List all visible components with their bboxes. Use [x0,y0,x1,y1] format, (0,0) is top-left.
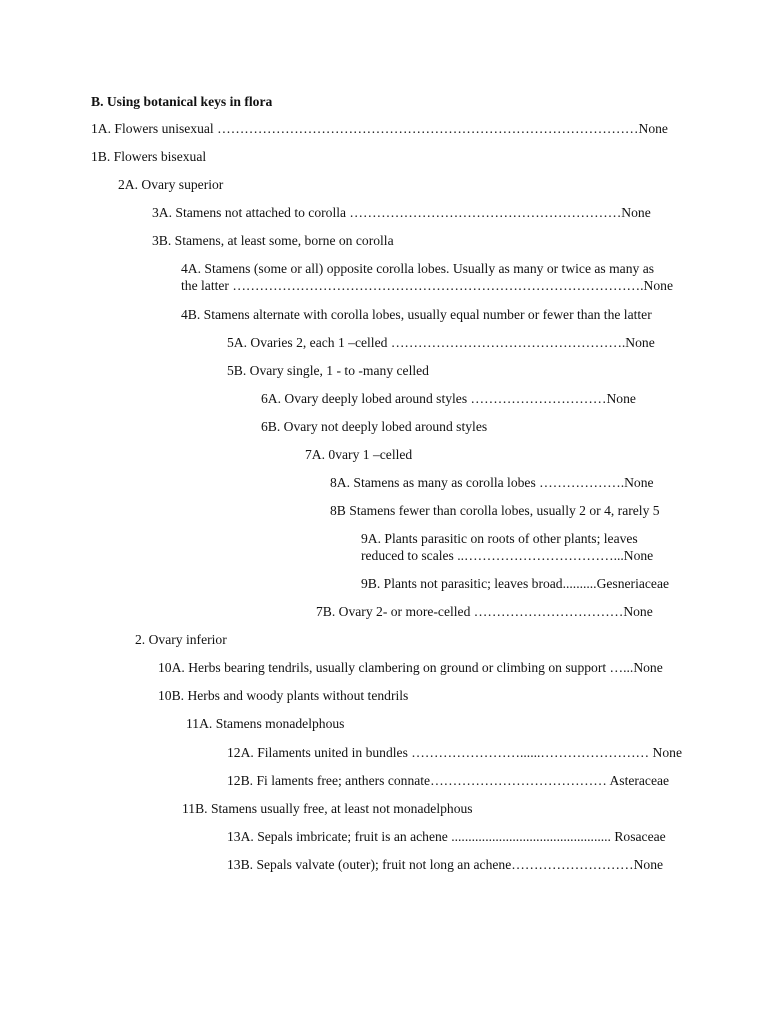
key-entry-6a: 6A. Ovary deeply lobed around styles …………………………None [261,391,636,406]
key-entry-5a: 5A. Ovaries 2, each 1 –celled …………………………………………….None [227,335,655,350]
key-entry-12a: 12A. Filaments united in bundles ……………………......…………………… None [227,745,682,760]
key-entry-4b: 4B. Stamens alternate with corolla lobes, usually equal number or fewer than the latter [181,307,652,322]
key-entry-2a: 2A. Ovary superior [118,177,224,192]
section-heading: B. Using botanical keys in flora [91,94,273,109]
key-entry-13b: 13B. Sepals valvate (outer); fruit not long an achene………………………None [227,857,664,872]
key-entry-11a: 11A. Stamens monadelphous [186,716,345,731]
key-entry-9a-cont: reduced to scales ..……………………………...None [361,548,654,563]
key-entry-7b: 7B. Ovary 2- or more-celled ……………………………None [316,604,653,619]
key-entry-11b: 11B. Stamens usually free, at least not monadelphous [182,801,473,816]
key-entry-2-inferior: 2. Ovary inferior [135,632,227,647]
key-entry-8b: 8B Stamens fewer than corolla lobes, usually 2 or 4, rarely 5 [330,503,660,518]
key-entry-10a: 10A. Herbs bearing tendrils, usually clambering on ground or climbing on support …...None [158,660,663,675]
key-entry-4a: 4A. Stamens (some or all) opposite corolla lobes. Usually as many or twice as many as [181,261,655,276]
key-entry-6b: 6B. Ovary not deeply lobed around styles [261,419,488,434]
key-entry-12b: 12B. Fi laments free; anthers connate………………………………… Asteraceae [227,773,670,788]
key-entry-8a: 8A. Stamens as many as corolla lobes ……………….None [330,475,654,490]
key-entry-10b: 10B. Herbs and woody plants without tendrils [158,688,409,703]
key-entry-3b: 3B. Stamens, at least some, borne on corolla [152,233,394,248]
key-entry-4a-cont: the latter ……………………………………………………………………………….None [181,278,673,293]
key-entry-7a: 7A. 0vary 1 –celled [305,447,413,462]
key-entry-13a: 13A. Sepals imbricate; fruit is an achene ............................................... Rosaceae [227,829,666,844]
key-entry-5b: 5B. Ovary single, 1 - to -many celled [227,363,429,378]
key-entry-9a: 9A. Plants parasitic on roots of other plants; leaves [361,531,638,546]
key-entry-9b: 9B. Plants not parasitic; leaves broad..........Gesneriaceae [361,576,670,591]
key-entry-1b: 1B. Flowers bisexual [91,149,207,164]
key-entry-1a: 1A. Flowers unisexual …………………………………………………………………………………None [91,121,668,136]
key-entry-3a: 3A. Stamens not attached to corolla ……………………………………………………None [152,205,651,220]
